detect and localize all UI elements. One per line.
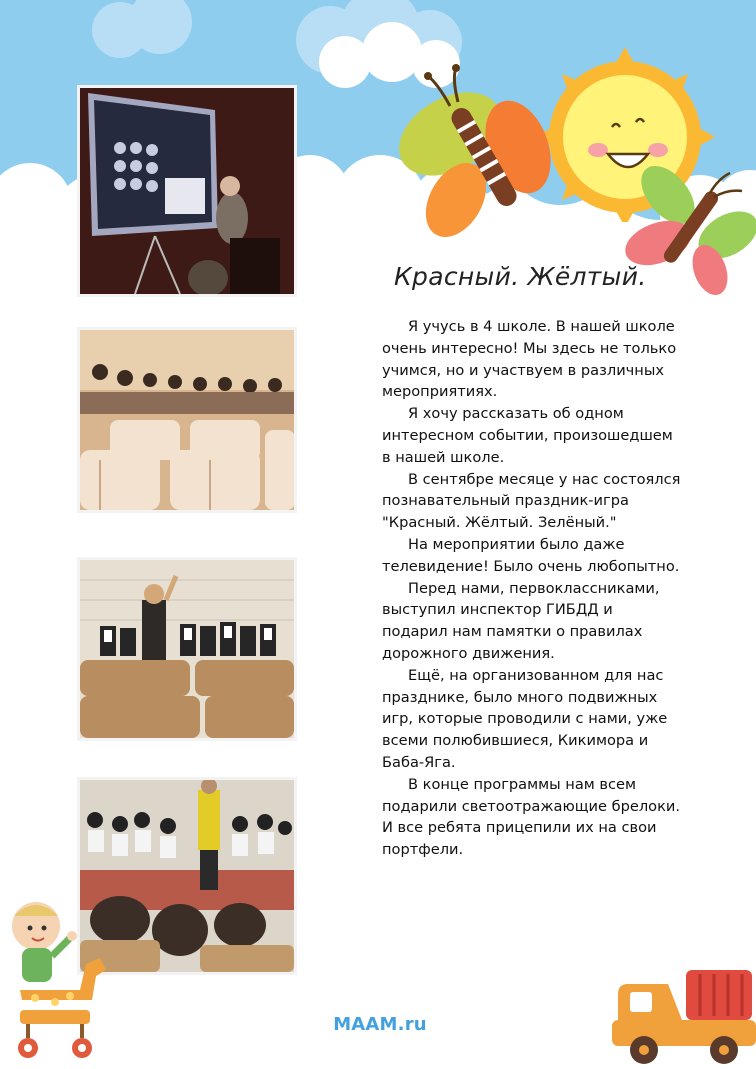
photo-assembly-hall — [80, 330, 294, 510]
toy-truck-icon — [608, 964, 756, 1069]
photo-audience-with-camera — [80, 780, 294, 972]
butterfly-icon — [388, 62, 563, 237]
article-paragraph: В сентябре месяце у нас состоялся познавательный праздник-игра "Красный. Жёлтый. Зелёный." — [382, 470, 681, 532]
article-paragraph: В конце программы нам всем подарили светоотражающие брелоки. И все ребята прицепили их на свои портфели. — [382, 775, 681, 859]
article-paragraph: Я хочу рассказать об одном интересном событии, произошедшем в нашей школе. — [382, 405, 673, 466]
article-paragraph: На мероприятии было даже телевидение! Было очень любопытно. — [382, 535, 680, 575]
site-watermark: MAAM.ru — [333, 1014, 427, 1035]
article-paragraph: Ещё, на организованном для нас празднике, было много подвижных игр, которые проводили с нами, уже всеми полюбившиеся, Кикимора и Баба-Яга. — [382, 666, 668, 771]
article-body — [382, 316, 682, 861]
photo-presenter-with-children — [80, 560, 294, 738]
article-paragraph: Я учусь в 4 школе. В нашей школе очень интересно! Мы здесь не только учимся, но и участвуем в различных мероприятиях. — [382, 318, 677, 401]
photo-projector-screen — [80, 88, 294, 294]
child-on-horse-icon — [0, 898, 112, 1069]
article-title: Красный. Жёлтый. — [394, 262, 647, 291]
article-paragraph: Перед нами, первоклассниками, выступил инспектор ГИБДД и подарил нам памятки о правилах дорожного движения. — [382, 579, 660, 662]
